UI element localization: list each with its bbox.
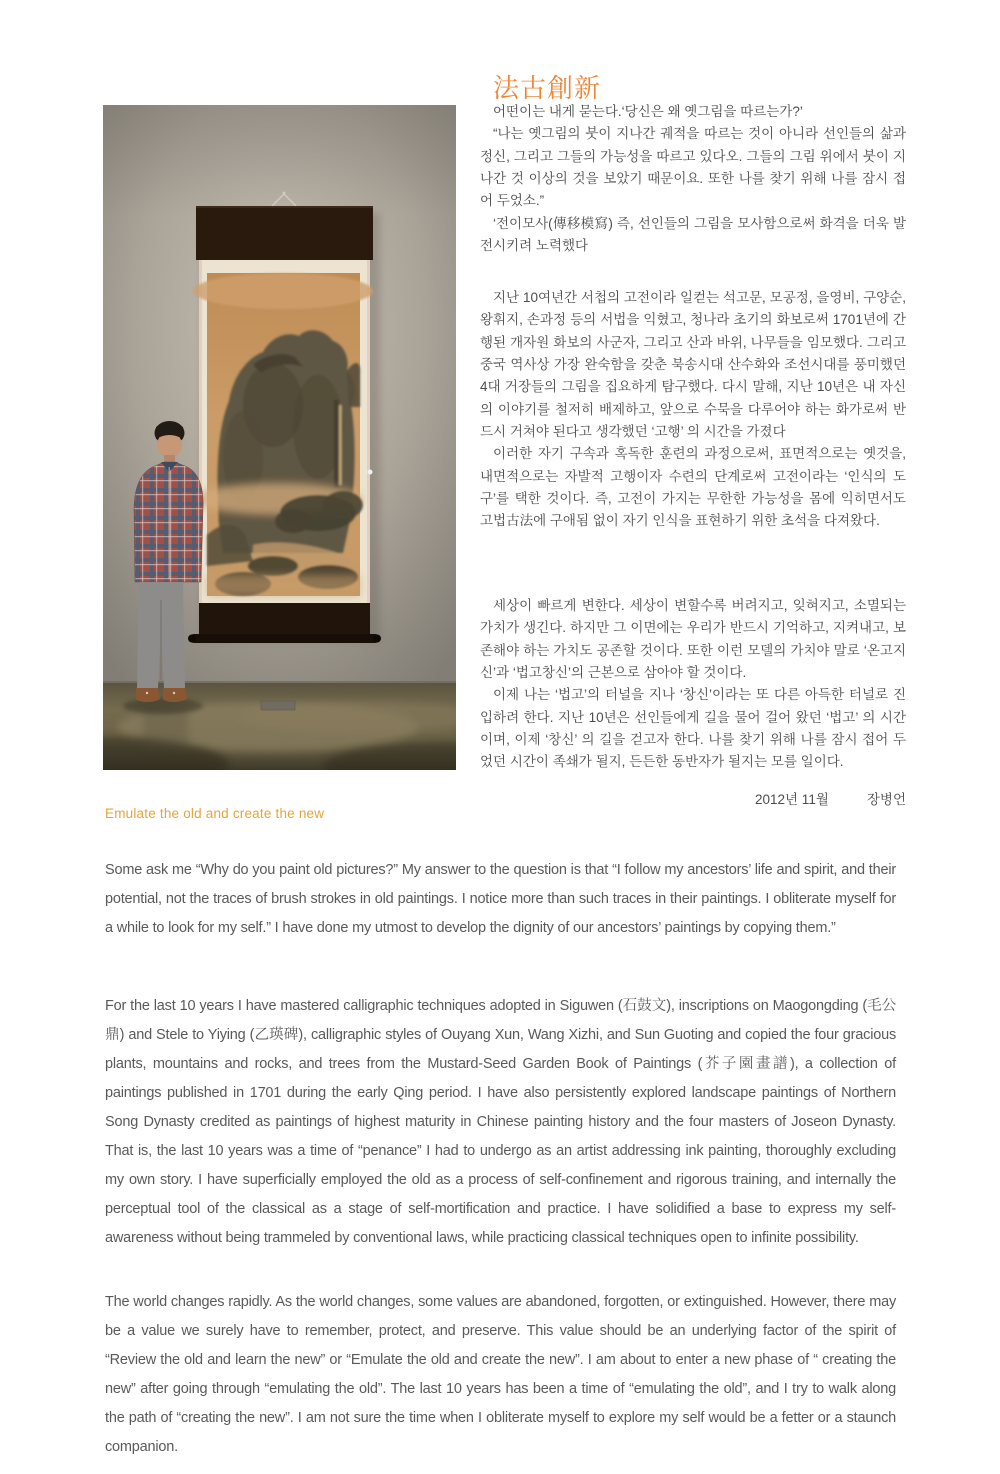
signature-author: 장병언 [866, 792, 906, 807]
paragraph: “나는 옛그림의 붓이 지나간 궤적을 따르는 것이 아니라 선인들의 삶과 정신, 그리고 그들의 가능성을 따르고 있다오. 그들의 그림 위에서 붓이 지나간 것 이상의 것을 보았기 때문이요. 또한 나를 찾기 위해 나를 잠시 접어 두었소.” [480, 126, 906, 209]
paragraph: ‘전이모사(傳移模寫) 즉, 선인들의 그림을 모사함으로써 화격을 더욱 발전시키려 노력했다 [480, 215, 906, 254]
paragraph: The world changes rapidly. As the world changes, some values are abandoned, forgotten, or extinguished. However, there may be a value we surely have to remember, protect, and preserve. This value should be an underlying factor of the spirit of “Review the old and learn the new” or “Emulate the old and create the new”. I am about to enter a new phase of “ creating the new” after going through “emulating the old”. The last 10 years has been a time of “emulating the old”, and I try to walk along the path of “creating the new”. I am not sure the time when I obliterate myself to explore my self would be a fetter or a staunch companion. [105, 1294, 896, 1455]
english-statement [105, 856, 896, 1466]
scroll-bottom-bar [199, 603, 370, 634]
floor-plaque [261, 701, 295, 710]
page-title: 法古創新 [493, 73, 602, 104]
signature-date: 2012년 11월 [754, 792, 829, 807]
korean-block-1 [480, 101, 906, 257]
paragraph: 이제 나는 ‘법고’의 터널을 지나 ‘창신’이라는 또 다른 아득한 터널로 진입하려 한다. 지난 10년은 선인들에게 길을 물어 걸어 왔던 ‘법고’ 의 시간이며, 이제 ‘창신’ 의 길을 걷고자 한다. 나를 찾기 위해 나를 잠시 접어 두었던 시간이 족쇄가 될지, 든든한 동반자가 될지는 모를 일이다. [480, 687, 906, 770]
english-subtitle: Emulate the old and create the new [105, 806, 325, 821]
signature-line [755, 789, 906, 811]
paragraph: 어떤이는 내게 묻는다.‘당신은 왜 옛그림을 따르는가?’ [493, 104, 803, 119]
paragraph: Some ask me “Why do you paint old pictures?” My answer to the question is that “I follow my ancestors’ life and spirit, and their potential, not the traces of brush strokes in old paintings. I notice more than such traces in their paintings. I obliterate myself for a while to look for my self.” I have done my utmost to develop the dignity of our ancestors’ paintings by copying them.” [105, 862, 896, 936]
gallery-photo [103, 105, 456, 770]
right-shoe [163, 688, 187, 702]
scroll-top-bar [196, 206, 373, 260]
paragraph: 이러한 자기 구속과 혹독한 훈련의 과정으로써, 표면적으로는 옛것을, 내면적으로는 자발적 고행이자 수련의 단계로써 고전이라는 ‘인식의 도구’를 택한 것이다. 즉, 고전이 가지는 무한한 가능성을 몸에 익히면서도 고법古法에 구애됨 없이 자기 인식을 표현하기 위한 초석을 다져왔다. [480, 446, 906, 529]
hanging-scroll [188, 192, 381, 644]
korean-block-2 [480, 287, 906, 533]
left-shoe [136, 688, 160, 702]
korean-statement [480, 101, 906, 821]
korean-block-3 [480, 595, 906, 774]
scroll-painting [193, 273, 373, 596]
scroll-edge-pin [368, 470, 373, 475]
waterfall [339, 405, 342, 485]
paragraph: For the last 10 years I have mastered calligraphic techniques adopted in Siguwen (石鼓文), inscriptions on Maogongding (毛公鼎) and Stele to Yiying (乙瑛碑), calligraphic styles of Ouyang Xun, Wang Xizhi, and Sun Guoting and copied the four gracious plants, mountains and rocks, and trees from the Mustard-Seed Garden Book of Paintings (芥子園畫譜), a collection of paintings published in 1701 during the early Qing period. I have also persistently explored landscape paintings of Northern Song Dynasty credited as paintings of highest maturity in Chinese painting history and the four masters of Joseon Dynasty. That is, the last 10 years was a time of “penance” I had to undergo as an artist addressing ink painting, thoroughly excluding my own story. I have superficially employed the old as a process of self-confinement and rigorous training, and internally the perceptual tool of the classical as a stage of self-mortification and practice. I have solidified a base to express my self-awareness without being trammeled by conventional laws, while practicing classical techniques open to infinite possibility. [105, 998, 896, 1246]
paragraph: 지난 10여년간 서첩의 고전이라 일컫는 석고문, 모공정, 을영비, 구양순, 왕휘지, 손과정 등의 서법을 익혔고, 청나라 초기의 화보로써 1701년에 간행된 개자원 화보의 사군자, 그리고 산과 바위, 나무들을 임모했다. 그리고 중국 역사상 가장 완숙함을 갖춘 북송시대 산수화와 조선시대를 풍미했던 4대 거장들의 그림을 집요하게 탐구했다. 다시 말해, 지난 10년은 내 자신의 이야기를 철저히 배제하고, 앞으로 수묵을 다루어야 하는 화가로써 반드시 거쳐야 된다고 생각했던 ‘고행’ 의 시간을 가졌다 [480, 290, 906, 440]
gallery-photo-graphic [103, 105, 456, 770]
scroll-roller [190, 634, 379, 643]
paragraph: 세상이 빠르게 변한다. 세상이 변할수록 버려지고, 잊혀지고, 소멸되는 가치가 생긴다. 하지만 그 이면에는 우리가 반드시 기억하고, 지켜내고, 보존해야 하는 가치도 공존할 것이다. 또한 이런 모델의 가치야 말로 ‘온고지신’과 ‘법고창신’의 근본으로 삼아야 할 것이다. [480, 598, 906, 681]
